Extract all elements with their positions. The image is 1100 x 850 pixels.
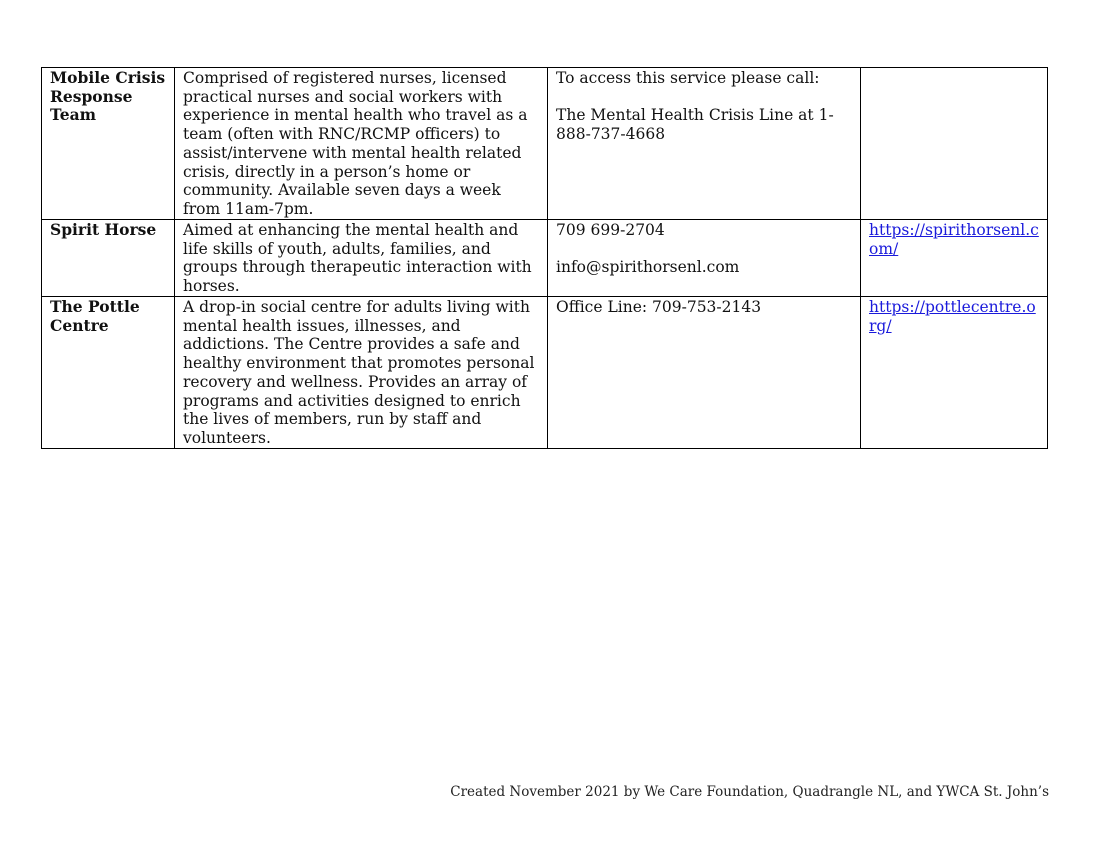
contact-phone: 709 699-2704 — [556, 221, 665, 239]
contact-spacer — [556, 88, 853, 107]
contact-spacer — [556, 240, 853, 259]
website-link[interactable]: https://pottlecentre.org/ — [869, 298, 1036, 335]
footer-credit: Created November 2021 by We Care Foundation, Quadrangle NL, and YWCA St. John’s — [450, 784, 1049, 800]
service-contact — [548, 220, 861, 297]
service-website — [861, 68, 1048, 220]
service-description: A drop-in social centre for adults living with mental health issues, illnesses, and addictions. The Centre provides a safe and healthy environment that promotes personal recovery and wellness. Provides an array of programs and activities designed to enrich the lives of members, run by staff and volunteers. — [175, 297, 548, 449]
table-row — [42, 220, 1048, 297]
service-name: The Pottle Centre — [42, 297, 175, 449]
contact-email: info@spirithorsenl.com — [556, 258, 740, 277]
service-contact — [548, 68, 861, 220]
resource-table — [41, 67, 1048, 449]
contact-line: The Mental Health Crisis Line at 1-888-737-4668 — [556, 106, 834, 144]
contact-line: To access this service please call: — [556, 69, 820, 87]
service-description: Aimed at enhancing the mental health and life skills of youth, adults, families, and groups through therapeutic interaction with horses. — [175, 220, 548, 297]
service-name: Mobile Crisis Response Team — [42, 68, 175, 220]
service-website — [861, 220, 1048, 297]
service-contact — [548, 297, 861, 449]
website-link[interactable]: https://spirithorsenl.com/ — [869, 221, 1039, 258]
service-description: Comprised of registered nurses, licensed practical nurses and social workers with experience in mental health who travel as a team (often with RNC/RCMP officers) to assist/intervene with mental health related crisis, directly in a person’s home or community. Available seven days a week from 11am-7pm. — [175, 68, 548, 220]
service-name: Spirit Horse — [42, 220, 175, 297]
service-website — [861, 297, 1048, 449]
table-row — [42, 68, 1048, 220]
table-row — [42, 297, 1048, 449]
contact-phone: Office Line: 709-753-2143 — [556, 298, 762, 316]
